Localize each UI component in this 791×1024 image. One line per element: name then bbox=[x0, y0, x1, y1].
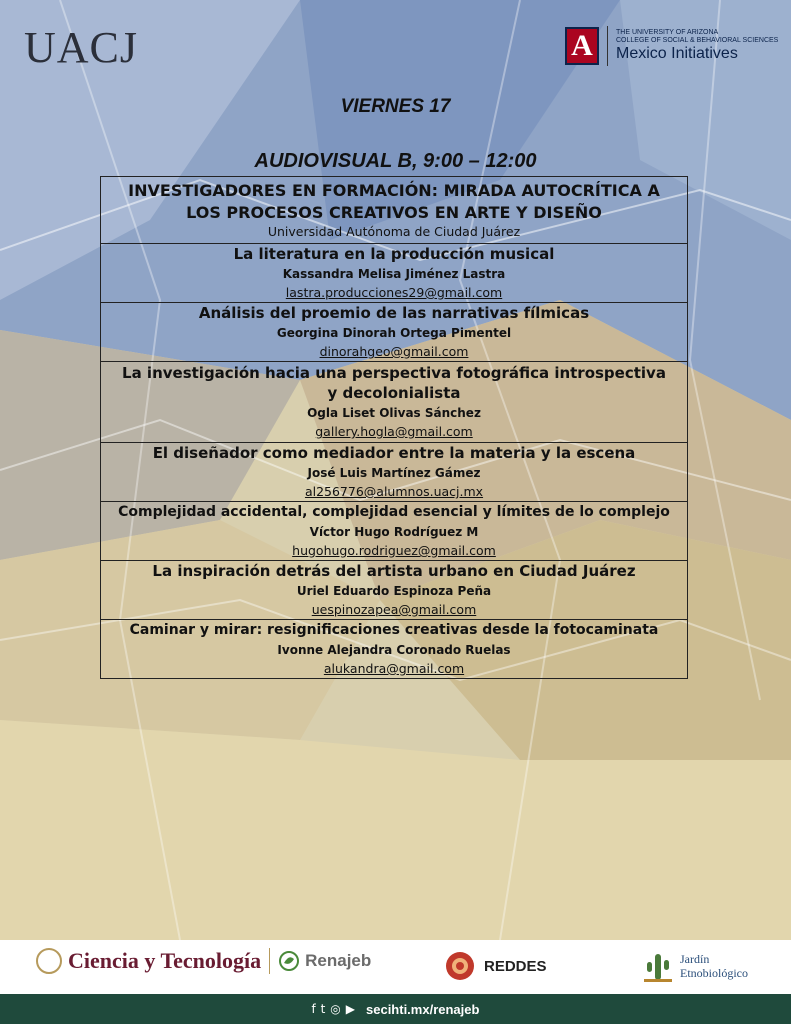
session-title-line1: INVESTIGADORES EN FORMACIÓN: MIRADA AUTOCRÍTICA A bbox=[128, 181, 660, 200]
footer-bar bbox=[0, 994, 791, 1024]
jardin-etnobiologico-logo bbox=[642, 948, 748, 984]
renajeb-leaf-icon bbox=[278, 950, 300, 972]
university-of-arizona-logo bbox=[565, 26, 778, 66]
talk-email-link[interactable]: uespinozapea@gmail.com bbox=[311, 602, 477, 617]
footer-url-link[interactable]: secihti.mx/renajeb bbox=[366, 1001, 480, 1017]
twitter-icon[interactable]: t bbox=[320, 1002, 331, 1016]
table-row bbox=[101, 303, 688, 362]
talk-author: José Luis Martínez Gámez bbox=[307, 466, 481, 480]
talk-cell bbox=[101, 561, 688, 620]
talk-title: Análisis del proemio de las narrativas fílmicas bbox=[198, 304, 590, 322]
talk-email-link[interactable]: al256776@alumnos.uacj.mx bbox=[304, 484, 484, 499]
talk-email-link[interactable]: alukandra@gmail.com bbox=[323, 661, 465, 676]
table-row bbox=[101, 620, 688, 679]
facebook-icon[interactable]: f bbox=[311, 1002, 321, 1016]
talk-cell bbox=[101, 443, 688, 502]
reddes-sun-icon bbox=[442, 948, 478, 984]
instagram-icon[interactable]: ◎ bbox=[330, 1002, 346, 1016]
logo-separator bbox=[269, 948, 270, 974]
session-header-cell bbox=[101, 177, 688, 244]
talk-cell bbox=[101, 362, 688, 443]
renajeb-text: Renajeb bbox=[305, 951, 372, 970]
reddes-text: REDDES bbox=[484, 957, 547, 975]
cactus-icon bbox=[642, 948, 674, 984]
talk-author: Georgina Dinorah Ortega Pimentel bbox=[276, 326, 512, 340]
logo-divider bbox=[607, 26, 608, 66]
table-row bbox=[101, 362, 688, 443]
uacj-logo: UACJ bbox=[24, 23, 139, 72]
table-row bbox=[101, 443, 688, 502]
talk-cell bbox=[101, 303, 688, 362]
seal-icon bbox=[36, 948, 62, 974]
arizona-logo-name: Mexico Initiatives bbox=[616, 45, 738, 62]
day-heading: VIERNES 17 bbox=[340, 96, 451, 117]
arizona-logo-line2: COLLEGE OF SOCIAL & BEHAVIORAL SCIENCES bbox=[616, 37, 779, 44]
table-row bbox=[101, 244, 688, 303]
session-title-line2: LOS PROCESOS CREATIVOS EN ARTE Y DISEÑO bbox=[186, 203, 602, 222]
talk-title: Caminar y mirar: resignificaciones creativas desde la fotocaminata bbox=[129, 622, 659, 638]
session-header-row bbox=[101, 177, 688, 244]
talk-email-link[interactable]: lastra.producciones29@gmail.com bbox=[285, 285, 503, 300]
schedule-table bbox=[100, 176, 688, 679]
talk-email-link[interactable]: dinorahgeo@gmail.com bbox=[319, 344, 469, 359]
arizona-logo-text bbox=[616, 29, 778, 63]
talk-email-link[interactable]: hugohugo.rodriguez@gmail.com bbox=[292, 543, 496, 558]
talk-title: La inspiración detrás del artista urbano en Ciudad Juárez bbox=[152, 562, 636, 580]
time-slot-heading: AUDIOVISUAL B, 9:00 – 12:00 bbox=[254, 150, 537, 172]
talk-email-link[interactable]: gallery.hogla@gmail.com bbox=[315, 424, 473, 439]
talk-title: La investigación hacia una perspectiva fotográfica introspectiva y decolonialista bbox=[122, 364, 666, 402]
talk-author: Víctor Hugo Rodríguez M bbox=[309, 525, 479, 539]
arizona-a-icon: A bbox=[565, 27, 599, 65]
talk-cell bbox=[101, 620, 688, 679]
youtube-icon[interactable]: ▶ bbox=[345, 1002, 360, 1016]
talk-cell bbox=[101, 244, 688, 303]
talk-title: La literatura en la producción musical bbox=[233, 245, 555, 263]
talk-author: Kassandra Melisa Jiménez Lastra bbox=[282, 267, 506, 281]
jardin-line1: Jardín bbox=[680, 952, 710, 966]
ciencia-tecnologia-text: Ciencia y Tecnología bbox=[68, 948, 262, 973]
talk-author: Ivonne Alejandra Coronado Ruelas bbox=[277, 643, 511, 657]
reddes-logo bbox=[442, 948, 547, 984]
arizona-logo-line1: THE UNIVERSITY OF ARIZONA bbox=[616, 29, 719, 36]
talk-author: Uriel Eduardo Espinoza Peña bbox=[296, 584, 492, 598]
jardin-text bbox=[680, 952, 748, 980]
talk-title: El diseñador como mediador entre la materia y la escena bbox=[152, 444, 636, 462]
session-institution: Universidad Autónoma de Ciudad Juárez bbox=[267, 224, 521, 239]
talk-author: Ogla Liset Olivas Sánchez bbox=[307, 406, 481, 420]
ciencia-tecnologia-logo bbox=[36, 948, 371, 974]
talk-cell bbox=[101, 502, 688, 561]
social-icons bbox=[312, 1002, 360, 1016]
talk-title: Complejidad accidental, complejidad esencial y límites de lo complejo bbox=[118, 504, 670, 520]
jardin-line2: Etnobiológico bbox=[680, 966, 748, 980]
table-row bbox=[101, 561, 688, 620]
table-row bbox=[101, 502, 688, 561]
